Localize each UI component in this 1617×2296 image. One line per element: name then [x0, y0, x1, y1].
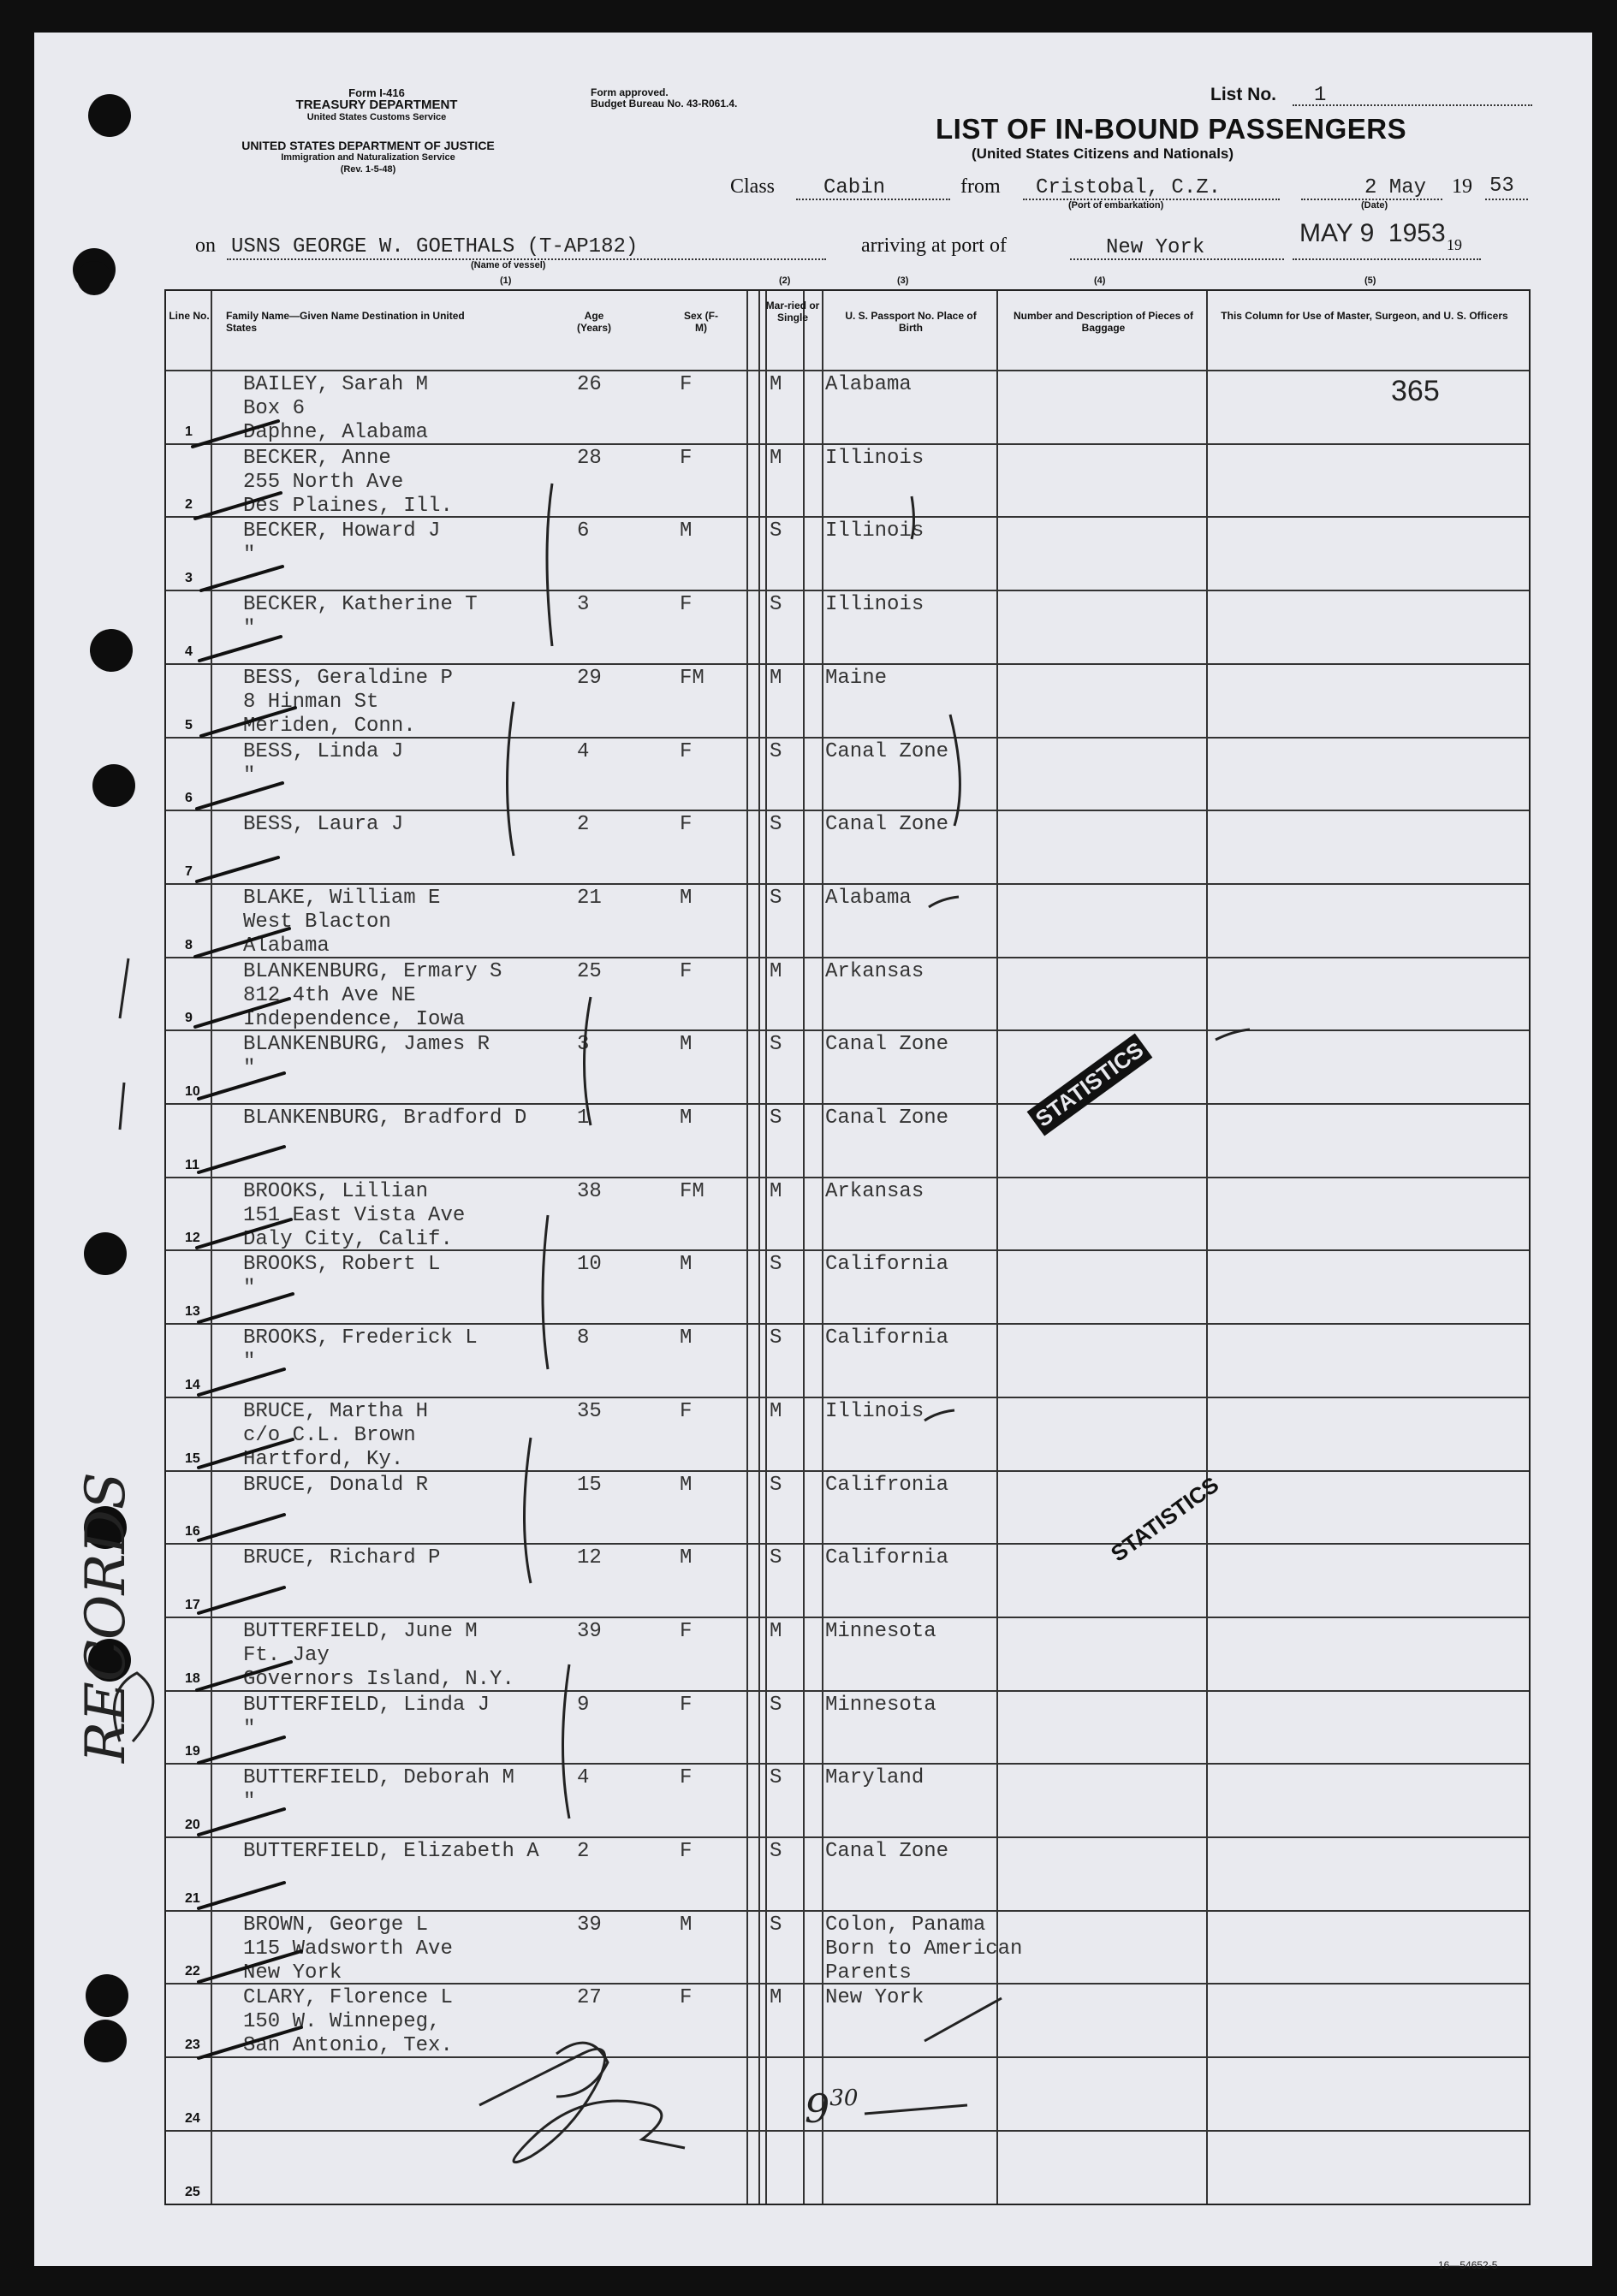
- year-prefix: 19: [1452, 175, 1472, 198]
- passenger-age: 3: [577, 1033, 590, 1057]
- marital-status: M: [770, 959, 782, 983]
- line-number: 7: [185, 863, 193, 879]
- passenger-destination: ": [243, 1790, 256, 1814]
- passenger-name: BLANKENBURG, Ermary S: [243, 959, 502, 983]
- page-subtitle: (United States Citizens and Nationals): [972, 145, 1234, 162]
- arriving-port: New York: [1106, 236, 1205, 259]
- port-note: (Port of embarkation): [1068, 200, 1164, 211]
- customs-service: United States Customs Service: [306, 112, 447, 122]
- page-title: LIST OF IN-BOUND PASSENGERS: [936, 113, 1407, 145]
- passenger-sex: F: [680, 1693, 693, 1717]
- passenger-destination: ": [243, 1057, 256, 1081]
- line-number: 20: [185, 1818, 200, 1832]
- passenger-name: CLARY, Florence L: [243, 1986, 453, 2010]
- passenger-destination: ": [243, 617, 256, 641]
- passenger-sex: F: [680, 1766, 693, 1790]
- place-of-birth: Illinois: [825, 1399, 924, 1423]
- vessel-name: USNS GEORGE W. GOETHALS (T-AP182): [231, 235, 639, 258]
- passenger-destination: 150 W. Winnepeg, San Antonio, Tex.: [243, 2010, 453, 2058]
- col-header-baggage: Number and Description of Pieces of Baggage: [1013, 310, 1194, 334]
- place-of-birth: Illinois: [825, 593, 924, 617]
- passenger-destination: Box 6 Daphne, Alabama: [243, 397, 429, 444]
- col-header-officers: This Column for Use of Master, Surgeon, and U. S. Officers: [1221, 310, 1508, 322]
- line-number: 2: [185, 497, 193, 513]
- officer-note: 365: [1391, 375, 1440, 407]
- col-header-married: Mar-ried or Single: [765, 300, 820, 323]
- marital-status: S: [770, 1913, 782, 1937]
- passenger-name: BUTTERFIELD, Linda J: [243, 1693, 490, 1717]
- immigration-service: Immigration and Naturalization Service: [281, 152, 455, 163]
- col-num-3: (3): [897, 276, 909, 286]
- place-of-birth: Illinois: [825, 446, 924, 470]
- passenger-name: BECKER, Howard J: [243, 519, 441, 543]
- col-num-1: (1): [500, 276, 512, 286]
- passenger-age: 4: [577, 1766, 590, 1790]
- passenger-age: 39: [577, 1913, 602, 1937]
- arrival-date-stamp: MAY 9 1953: [1299, 219, 1446, 247]
- line-number: 8: [185, 937, 193, 952]
- place-of-birth: Minnesota: [825, 1693, 936, 1717]
- passenger-name: BUTTERFIELD, Deborah M: [243, 1766, 514, 1790]
- passenger-name: BECKER, Katherine T: [243, 593, 478, 617]
- passenger-age: 3: [577, 593, 590, 617]
- place-of-birth: Canal Zone: [825, 1840, 949, 1863]
- marital-status: S: [770, 1473, 782, 1497]
- line-number: 22: [185, 1964, 200, 1979]
- col-num-4: (4): [1094, 276, 1106, 286]
- passenger-sex: F: [680, 739, 693, 763]
- passenger-name: BLANKENBURG, James R: [243, 1033, 490, 1057]
- line-number: 1: [185, 424, 193, 439]
- line-number: 10: [185, 1084, 200, 1099]
- passenger-age: 15: [577, 1473, 602, 1497]
- passenger-age: 21: [577, 886, 602, 910]
- line-number: 16: [185, 1524, 200, 1540]
- place-of-birth: Maryland: [825, 1766, 924, 1790]
- marital-status: S: [770, 593, 782, 617]
- place-of-birth: California: [825, 1326, 949, 1350]
- class-value: Cabin: [823, 176, 886, 199]
- line-number: 14: [185, 1377, 200, 1392]
- passenger-name: BLANKENBURG, Bradford D: [243, 1106, 527, 1130]
- year-value: 53: [1489, 175, 1514, 198]
- passenger-age: 38: [577, 1179, 602, 1203]
- passenger-sex: F: [680, 813, 693, 837]
- col-num-2: (2): [779, 276, 791, 286]
- passenger-age: 4: [577, 739, 590, 763]
- passenger-sex: F: [680, 1399, 693, 1423]
- marital-status: S: [770, 1106, 782, 1130]
- line-number: 15: [185, 1451, 200, 1466]
- place-of-birth: Colon, Panama Born to American Parents: [825, 1913, 1023, 1985]
- place-of-birth: Minnesota: [825, 1619, 936, 1643]
- line-number: 17: [185, 1597, 200, 1612]
- place-of-birth: California: [825, 1253, 949, 1277]
- marital-status: M: [770, 1619, 782, 1643]
- passenger-destination: 8 Hinman St Meriden, Conn.: [243, 690, 416, 738]
- marital-status: S: [770, 886, 782, 910]
- arriving-label: arriving at port of: [861, 234, 1007, 257]
- marital-status: M: [770, 666, 782, 690]
- list-no-label: List No.: [1210, 85, 1276, 104]
- print-code: 16—54652-5: [1438, 2259, 1498, 2271]
- from-label: from: [960, 175, 1001, 198]
- revision: (Rev. 1-5-48): [340, 164, 396, 175]
- place-of-birth: Alabama: [825, 886, 912, 910]
- time-handwriting: $9^{30}$: [805, 2085, 859, 2132]
- place-of-birth: Canal Zone: [825, 739, 949, 763]
- col-header-age: Age (Years): [576, 310, 612, 334]
- passenger-sex: F: [680, 373, 693, 396]
- on-label: on: [195, 234, 216, 257]
- passenger-destination: 115 Wadsworth Ave New York: [243, 1937, 453, 1985]
- vessel-note: (Name of vessel): [471, 260, 546, 270]
- place-of-birth: New York: [825, 1986, 924, 2010]
- passenger-name: BESS, Linda J: [243, 739, 404, 763]
- marital-status: S: [770, 1253, 782, 1277]
- passenger-sex: M: [680, 1913, 693, 1937]
- marital-status: S: [770, 1033, 782, 1057]
- passenger-name: BRUCE, Donald R: [243, 1473, 429, 1497]
- place-of-birth: Canal Zone: [825, 1106, 949, 1130]
- passenger-sex: FM: [680, 666, 704, 690]
- passenger-name: BROOKS, Lillian: [243, 1179, 429, 1203]
- budget-bureau: Budget Bureau No. 43-R061.4.: [591, 98, 738, 110]
- passenger-sex: FM: [680, 1179, 704, 1203]
- passenger-age: 9: [577, 1693, 590, 1717]
- passenger-age: 1: [577, 1106, 590, 1130]
- statistics-stamp: STATISTICS: [1027, 1034, 1153, 1136]
- passenger-sex: F: [680, 959, 693, 983]
- passenger-age: 27: [577, 1986, 602, 2010]
- passenger-destination: c/o C.L. Brown Hartford, Ky.: [243, 1423, 416, 1471]
- place-of-birth: Arkansas: [825, 959, 924, 983]
- passenger-name: BROWN, George L: [243, 1913, 429, 1937]
- marital-status: S: [770, 1766, 782, 1790]
- passenger-name: BRUCE, Richard P: [243, 1546, 441, 1570]
- place-of-birth: Illinois: [825, 519, 924, 543]
- line-number: 4: [185, 644, 193, 659]
- col-num-5: (5): [1364, 276, 1376, 286]
- passenger-age: 10: [577, 1253, 602, 1277]
- passenger-sex: M: [680, 1546, 693, 1570]
- passenger-sex: M: [680, 1326, 693, 1350]
- marital-status: S: [770, 1840, 782, 1863]
- passenger-sex: F: [680, 1986, 693, 2010]
- marital-status: M: [770, 446, 782, 470]
- marital-status: S: [770, 1326, 782, 1350]
- marital-status: M: [770, 1399, 782, 1423]
- passenger-destination: ": [243, 1277, 256, 1301]
- passenger-age: 26: [577, 373, 602, 396]
- passenger-sex: M: [680, 1106, 693, 1130]
- passenger-sex: F: [680, 1840, 693, 1863]
- line-number: 24: [185, 2110, 200, 2126]
- col-header-line: Line No.: [169, 310, 210, 322]
- passenger-destination: 151 East Vista Ave Daly City, Calif.: [243, 1203, 466, 1251]
- line-number: 19: [185, 1744, 200, 1759]
- statistics-stamp: STATISTICS: [1106, 1471, 1224, 1567]
- passenger-name: BROOKS, Frederick L: [243, 1326, 478, 1350]
- passenger-destination: ": [243, 1350, 256, 1374]
- line-number: 18: [185, 1670, 200, 1686]
- marital-status: S: [770, 1693, 782, 1717]
- passenger-destination: 812 4th Ave NE Independence, Iowa: [243, 983, 466, 1031]
- passenger-sex: F: [680, 446, 693, 470]
- marital-status: S: [770, 1546, 782, 1570]
- marital-status: M: [770, 373, 782, 396]
- passenger-name: BUTTERFIELD, June M: [243, 1619, 478, 1643]
- line-number: 5: [185, 717, 193, 733]
- arrival-year-prefix: 19: [1447, 236, 1462, 253]
- passenger-sex: F: [680, 593, 693, 617]
- passenger-destination: 255 North Ave Des Plaines, Ill.: [243, 470, 453, 518]
- marital-status: S: [770, 813, 782, 837]
- passenger-sex: M: [680, 1253, 693, 1277]
- place-of-birth: Califronia: [825, 1473, 949, 1497]
- passenger-age: 8: [577, 1326, 590, 1350]
- passenger-age: 12: [577, 1546, 602, 1570]
- passenger-age: 35: [577, 1399, 602, 1423]
- passenger-sex: M: [680, 1033, 693, 1057]
- passenger-age: 6: [577, 519, 590, 543]
- class-label: Class: [730, 175, 776, 198]
- passenger-age: 29: [577, 666, 602, 690]
- line-number: 23: [185, 2038, 200, 2053]
- place-of-birth: Arkansas: [825, 1179, 924, 1203]
- place-of-birth: Maine: [825, 666, 888, 690]
- marital-status: M: [770, 1986, 782, 2010]
- passenger-age: 28: [577, 446, 602, 470]
- line-number: 6: [185, 791, 193, 806]
- line-number: 12: [185, 1231, 200, 1246]
- date-value: 2 May: [1364, 176, 1427, 199]
- justice-dept: UNITED STATES DEPARTMENT OF JUSTICE: [241, 139, 495, 152]
- form-number: Form I-416: [348, 86, 405, 99]
- marital-status: S: [770, 739, 782, 763]
- col-header-passport: U. S. Passport No. Place of Birth: [845, 310, 977, 334]
- passenger-destination: ": [243, 543, 256, 567]
- passenger-name: BAILEY, Sarah M: [243, 373, 429, 396]
- from-value: Cristobal, C.Z.: [1036, 176, 1222, 199]
- passenger-name: BECKER, Anne: [243, 446, 391, 470]
- form-approved: Form approved.: [591, 86, 669, 98]
- passenger-sex: F: [680, 1619, 693, 1643]
- passenger-sex: M: [680, 886, 693, 910]
- place-of-birth: Alabama: [825, 373, 912, 396]
- passenger-destination: Ft. Jay Governors Island, N.Y.: [243, 1643, 514, 1691]
- line-number: 21: [185, 1890, 200, 1906]
- list-no-value: 1: [1314, 84, 1327, 107]
- passenger-age: 25: [577, 959, 602, 983]
- line-number: 3: [185, 571, 193, 586]
- marital-status: M: [770, 1179, 782, 1203]
- margin-handwriting: RECORDS: [74, 1472, 138, 1763]
- passenger-age: 2: [577, 1840, 590, 1863]
- col-header-name: Family Name—Given Name Destination in United States: [226, 310, 465, 334]
- line-number: 11: [185, 1157, 199, 1172]
- passenger-name: BRUCE, Martha H: [243, 1399, 429, 1423]
- line-number: 25: [185, 2184, 200, 2199]
- line-number: 9: [185, 1011, 193, 1026]
- place-of-birth: Canal Zone: [825, 1033, 949, 1057]
- passenger-name: BROOKS, Robert L: [243, 1253, 441, 1277]
- passenger-name: BUTTERFIELD, Elizabeth A: [243, 1840, 539, 1863]
- place-of-birth: Canal Zone: [825, 813, 949, 837]
- passenger-name: BESS, Laura J: [243, 813, 404, 837]
- passenger-name: BESS, Geraldine P: [243, 666, 453, 690]
- col-header-sex: Sex (F-M): [683, 310, 718, 334]
- passenger-sex: M: [680, 519, 693, 543]
- passenger-destination: West Blacton Alabama: [243, 910, 391, 958]
- marital-status: S: [770, 519, 782, 543]
- passenger-age: 2: [577, 813, 590, 837]
- passenger-age: 39: [577, 1619, 602, 1643]
- treasury-dept: TREASURY DEPARTMENT: [295, 98, 458, 112]
- line-number: 13: [185, 1304, 200, 1320]
- date-note: (Date): [1361, 200, 1388, 211]
- passenger-sex: M: [680, 1473, 693, 1497]
- passenger-name: BLAKE, William E: [243, 886, 441, 910]
- passenger-destination: ": [243, 763, 256, 787]
- passenger-destination: ": [243, 1717, 256, 1741]
- place-of-birth: California: [825, 1546, 949, 1570]
